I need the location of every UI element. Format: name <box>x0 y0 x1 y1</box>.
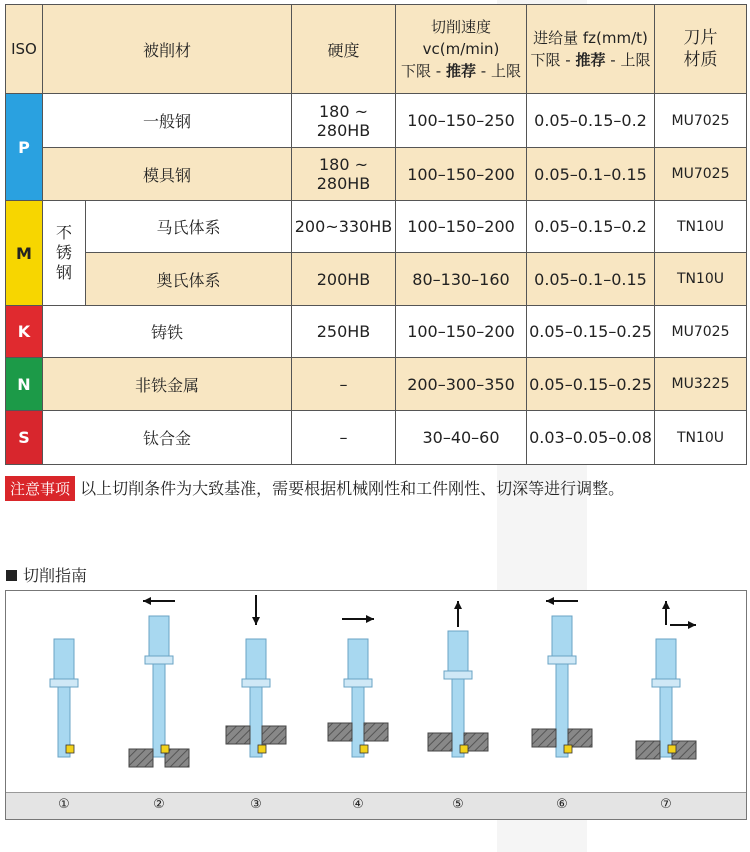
material-cell: 一般钢 <box>43 94 292 148</box>
tool-neck <box>153 664 165 757</box>
header-speed <box>396 5 527 94</box>
tool-neck <box>556 664 568 757</box>
tool-collar <box>344 679 372 687</box>
iso-k-cell: K <box>6 306 43 358</box>
tool-shank <box>552 616 572 656</box>
tool-shank <box>348 639 368 679</box>
header-material: 被削材 <box>43 5 292 94</box>
hardness-cell: – <box>292 411 396 465</box>
step-number: ⑥ <box>556 797 568 812</box>
feed-range-label: 下限 - 推荐 - 上限 <box>530 51 651 69</box>
step-number: ④ <box>352 797 364 812</box>
table-row <box>6 148 747 201</box>
step-number: ⑤ <box>452 797 464 812</box>
material-cell: 模具钢 <box>43 148 292 201</box>
workpiece-left <box>328 723 352 741</box>
workpiece-right <box>364 723 388 741</box>
insert-cell: MU3225 <box>655 358 747 411</box>
insert-icon <box>564 745 572 753</box>
cutting-guide-diagram <box>6 591 746 793</box>
insert-icon <box>258 745 266 753</box>
workpiece-left <box>636 741 660 759</box>
tool-shank <box>149 616 169 656</box>
insert-cell: TN10U <box>655 201 747 253</box>
material-cell: 非铁金属 <box>43 358 292 411</box>
workpiece-left <box>532 729 556 747</box>
step-number: ③ <box>250 797 262 812</box>
step-number-bar <box>6 792 746 819</box>
workpiece-left <box>226 726 250 744</box>
speed-title: 切削速度 vc(m/min) <box>422 18 500 58</box>
tool-shank <box>54 639 74 679</box>
section-title: 切削指南 <box>23 566 88 585</box>
tool-collar <box>444 671 472 679</box>
iso-s-cell: S <box>6 411 43 465</box>
speed-range-label: 下限 - 推荐 - 上限 <box>401 62 521 80</box>
note-tag: 注意事项 <box>5 476 75 501</box>
insert-icon <box>360 745 368 753</box>
hardness-cell: 200~330HB <box>292 201 396 253</box>
insert-icon <box>668 745 676 753</box>
stainless-label: 不锈钢 <box>43 201 86 306</box>
header-insert: 刀片 材质 <box>655 5 747 94</box>
iso-p-cell: P <box>6 94 43 201</box>
material-cell: 铸铁 <box>43 306 292 358</box>
hardness-cell: 180 ~ 280HB <box>292 94 396 148</box>
hardness-cell: – <box>292 358 396 411</box>
table-row <box>6 306 747 358</box>
insert-cell: MU7025 <box>655 148 747 201</box>
arrow-head-icon <box>688 621 696 629</box>
step-number: ① <box>58 797 70 812</box>
step-number: ② <box>153 797 165 812</box>
table-row <box>6 201 747 253</box>
workpiece-right <box>262 726 286 744</box>
table-header-row <box>6 5 747 94</box>
insert-cell: MU7025 <box>655 306 747 358</box>
header-feed <box>527 5 655 94</box>
tool-shank <box>448 631 468 671</box>
arrow-head-icon <box>454 601 462 609</box>
speed-cell: 80–130–160 <box>396 253 527 306</box>
hardness-cell: 180 ~ 280HB <box>292 148 396 201</box>
feed-cell: 0.03–0.05–0.08 <box>527 411 655 465</box>
feed-cell: 0.05–0.15–0.25 <box>527 306 655 358</box>
feed-title: 进给量 fz(mm/t) <box>533 29 648 47</box>
arrow-head-icon <box>662 601 670 609</box>
section-heading <box>6 563 87 586</box>
insert-cell: MU7025 <box>655 94 747 148</box>
material-cell: 奥氏体系 <box>86 253 292 306</box>
cutting-conditions-table <box>5 4 747 465</box>
insert-icon <box>161 745 169 753</box>
header-hardness: 硬度 <box>292 5 396 94</box>
insert-icon <box>460 745 468 753</box>
material-cell: 马氏体系 <box>86 201 292 253</box>
workpiece-left <box>129 749 153 767</box>
insert-cell: TN10U <box>655 253 747 306</box>
iso-n-cell: N <box>6 358 43 411</box>
tool-collar <box>145 656 173 664</box>
feed-cell: 0.05–0.15–0.2 <box>527 94 655 148</box>
tool-collar <box>652 679 680 687</box>
header-iso: ISO <box>6 5 43 94</box>
material-cell: 钛合金 <box>43 411 292 465</box>
feed-cell: 0.05–0.1–0.15 <box>527 253 655 306</box>
tool-collar <box>242 679 270 687</box>
insert-icon <box>66 745 74 753</box>
feed-cell: 0.05–0.15–0.25 <box>527 358 655 411</box>
speed-cell: 100–150–200 <box>396 148 527 201</box>
arrow-head-icon <box>252 617 260 625</box>
step-number: ⑦ <box>660 797 672 812</box>
note-line <box>5 476 624 501</box>
tool-shank <box>656 639 676 679</box>
workpiece-left <box>428 733 452 751</box>
feed-cell: 0.05–0.1–0.15 <box>527 148 655 201</box>
feed-cell: 0.05–0.15–0.2 <box>527 201 655 253</box>
table-row <box>6 411 747 465</box>
cutting-guide-panel <box>5 590 747 820</box>
insert-cell: TN10U <box>655 411 747 465</box>
workpiece-right <box>568 729 592 747</box>
table-row <box>6 94 747 148</box>
arrow-head-icon <box>366 615 374 623</box>
table-row <box>6 253 747 306</box>
speed-cell: 100–150–200 <box>396 201 527 253</box>
hardness-cell: 200HB <box>292 253 396 306</box>
tool-shank <box>246 639 266 679</box>
tool-collar <box>50 679 78 687</box>
square-bullet-icon <box>6 570 17 581</box>
tool-collar <box>548 656 576 664</box>
iso-m-cell: M <box>6 201 43 306</box>
hardness-cell: 250HB <box>292 306 396 358</box>
note-text: 以上切削条件为大致基准，需要根据机械刚性和工件刚性、切深等进行调整。 <box>80 479 625 498</box>
arrow-head-icon <box>143 597 151 605</box>
speed-cell: 200–300–350 <box>396 358 527 411</box>
arrow-head-icon <box>546 597 554 605</box>
speed-cell: 100–150–200 <box>396 306 527 358</box>
speed-cell: 30–40–60 <box>396 411 527 465</box>
speed-cell: 100–150–250 <box>396 94 527 148</box>
table-row <box>6 358 747 411</box>
